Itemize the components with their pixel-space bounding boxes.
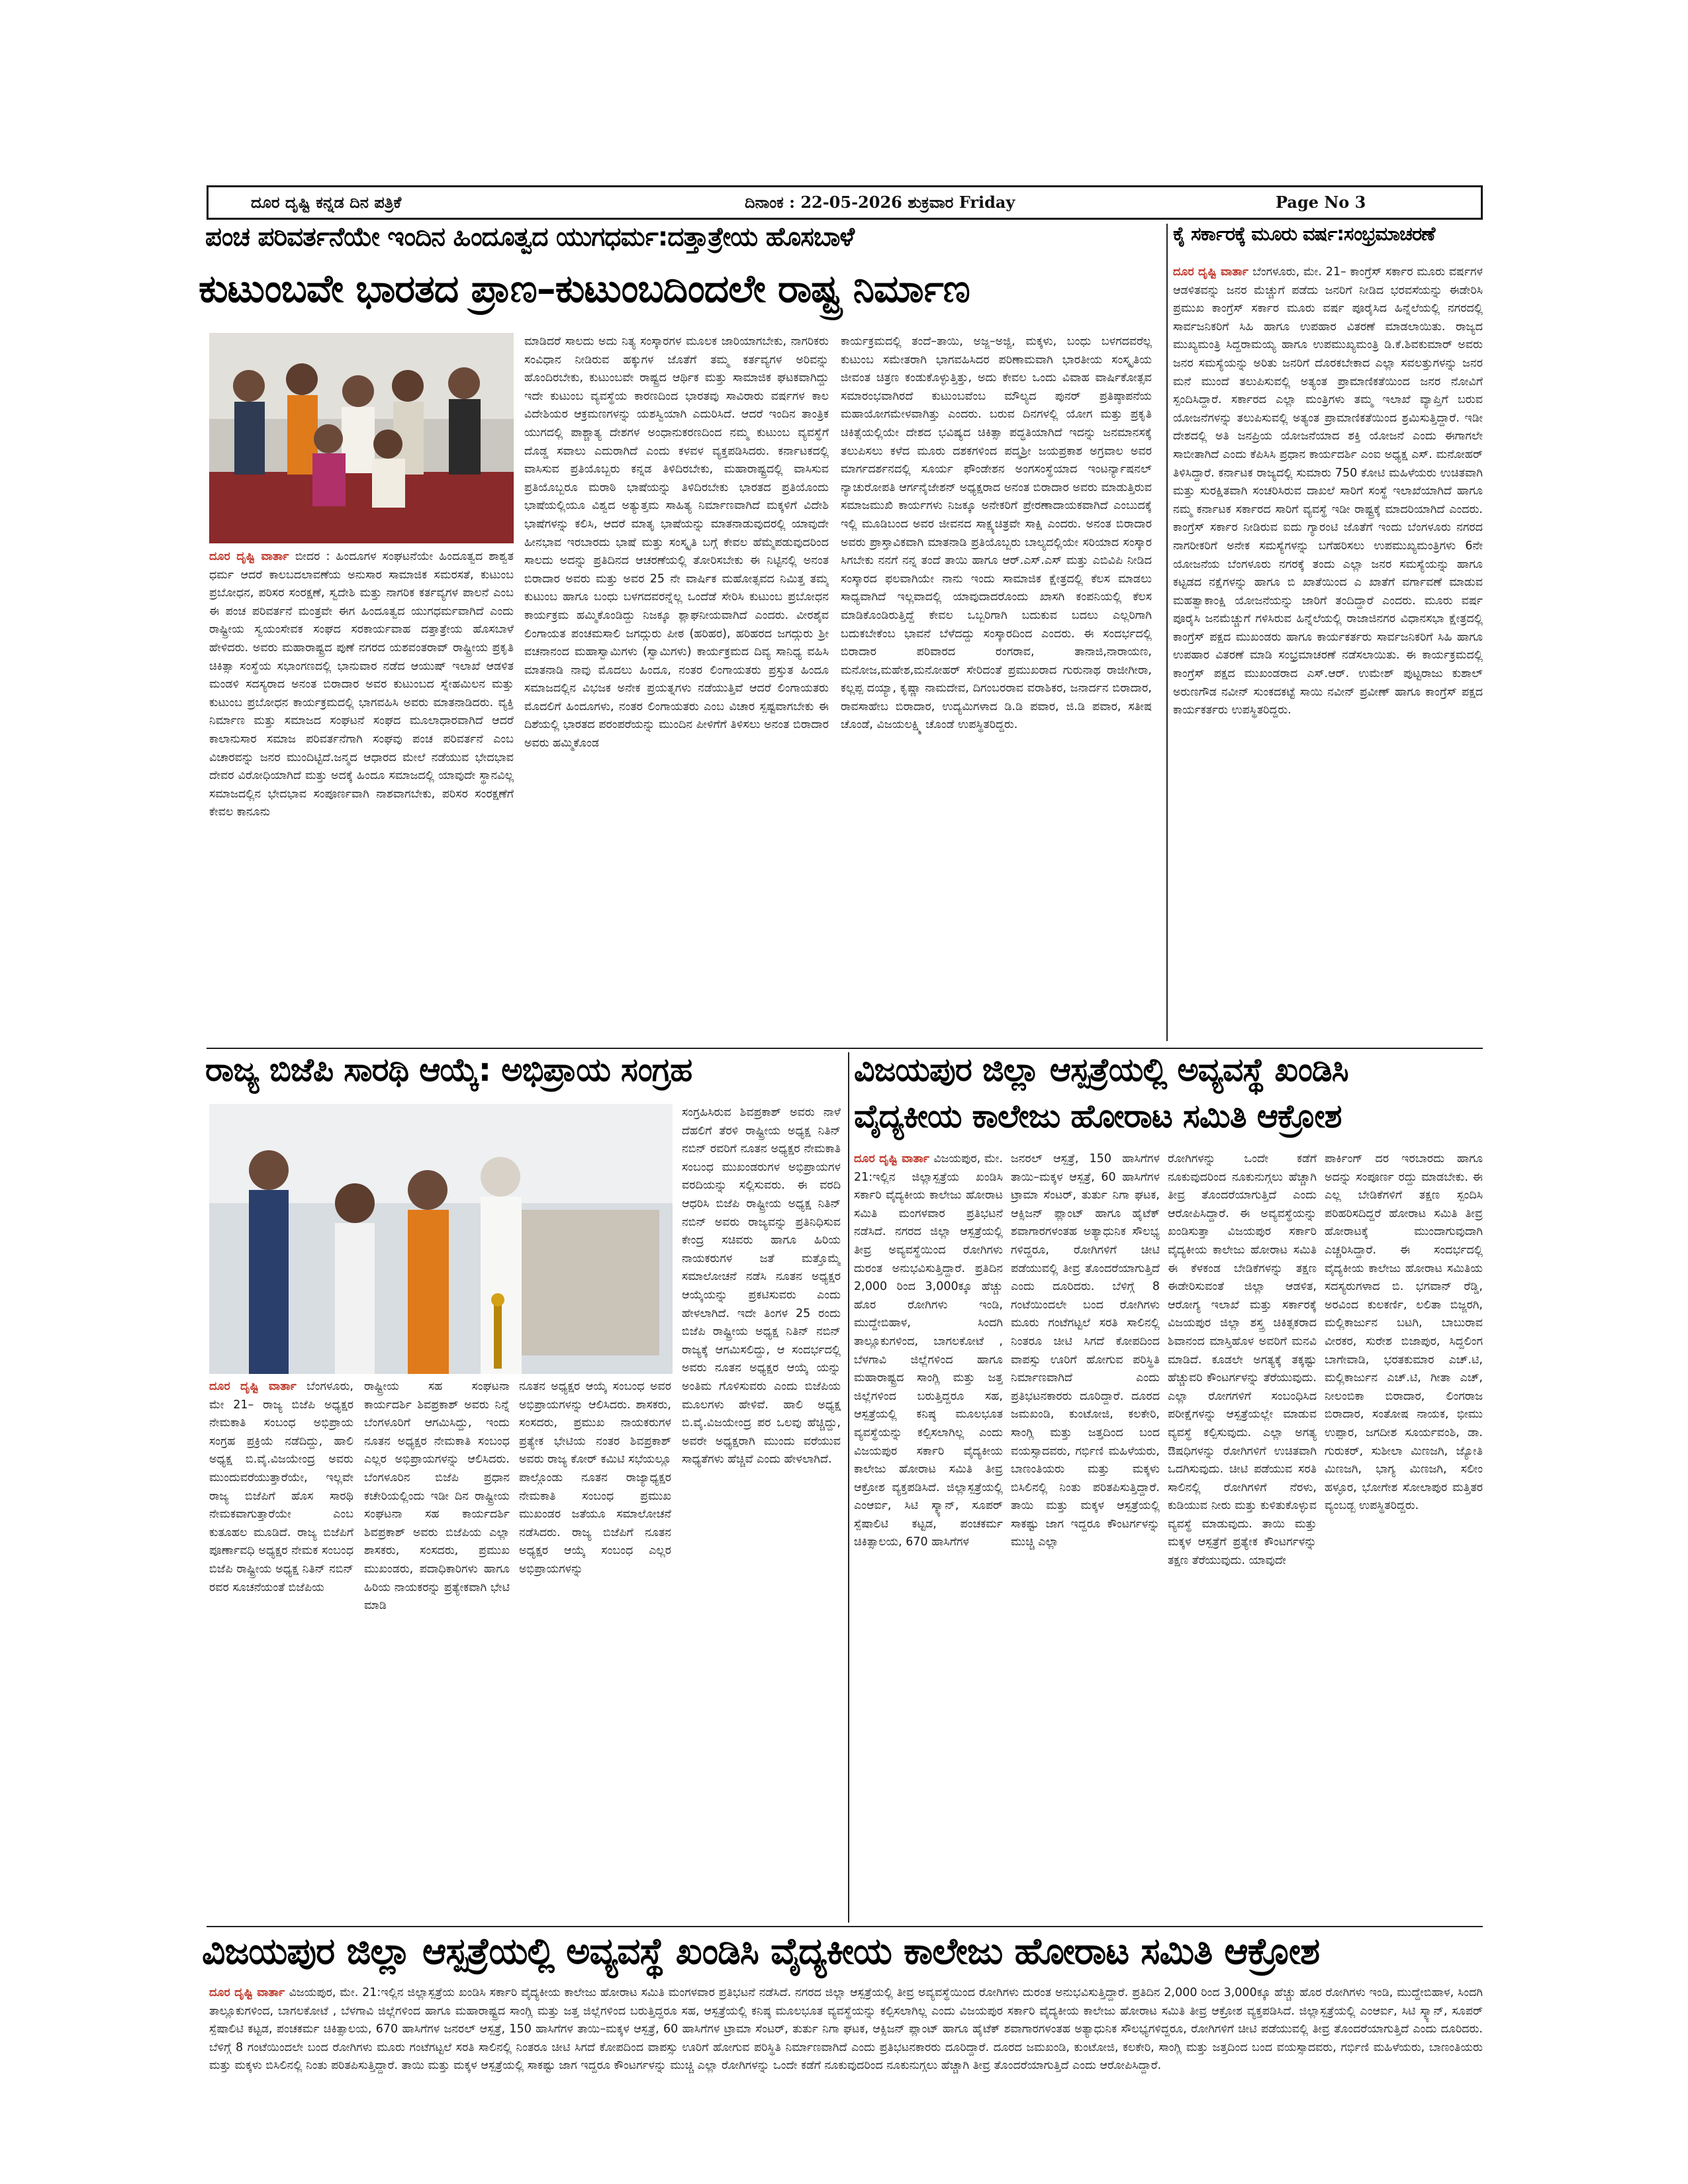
story3-text-4: ಸಂಗ್ರಹಿಸಿರುವ ಶಿವಪ್ರಕಾಶ್ ಅವರು ನಾಳೆ ದೆಹಲಿಗೆ ತೆರಳಿ ರಾಷ್ಟ್ರೀಯ ಅಧ್ಯಕ್ಷ ನಿತಿನ್ ನಬಿನ್ ರವರಿಗೆ ನೂತನ ಅಧ್ಯಕ್ಷರ ನೇಮಕಾತಿ ಸಂಬಂಧ ಮುಖಂಡರುಗಳ ಅಭಿಪ್ರಾಯಗಳ ವರದಿಯನ್ನು ಸಲ್ಲಿಸುವರು. ಈ ವರದಿ ಆಧರಿಸಿ ಬಿಜೆಪಿ ರಾಷ್ಟ್ರೀಯ ಅಧ್ಯಕ್ಷ ನಿತಿನ್ ನಬಿನ್ ಅವರು ರಾಜ್ಯವನ್ನು ಪ್ರತಿನಿಧಿಸುವ ಕೇಂದ್ರ ಸಚಿವರು ಹಾಗೂ ಹಿರಿಯ ನಾಯಕರುಗಳ ಜತೆ ಮತ್ತೊಮ್ಮೆ ಸಮಾಲೋಚನೆ ನಡೆಸಿ ನೂತನ ಅಧ್ಯಕ್ಷರ ಆಯ್ಕೆಯನ್ನು ಪ್ರಕಟಿಸುವರು ಎಂದು ಹೇಳಲಾಗಿದೆ. ಇದೇ ತಿಂಗಳ 25 ರಂದು ಬಿಜೆಪಿ ರಾಷ್ಟ್ರೀಯ ಅಧ್ಯಕ್ಷ ನಿತಿನ್ ನಬಿನ್ ರಾಜ್ಯಕ್ಕೆ ಆಗಮಿಸಲಿದ್ದು, ಆ ಸಂದರ್ಭದಲ್ಲಿ ಅವರು ನೂತನ ಅಧ್ಯಕ್ಷರ ಆಯ್ಕೆ ಯನ್ನು ಅಂತಿಮ ಗೊಳಿಸುವರು ಎಂದು ಬಿಜೆಪಿಯ ಮೂಲಗಳು ಹೇಳಿವೆ. ಹಾಲಿ ಅಧ್ಯಕ್ಷ ಬಿ.ವೈ.ವಿಜಯೇಂದ್ರ ಪರ ಒಲವು ಹೆಚ್ಚಿದ್ದು, ಅವರೇ ಅಧ್ಯಕ್ಷರಾಗಿ ಮುಂದು ವರೆಯುವ ಸಾಧ್ಯತೆಗಳು ಹೆಚ್ಚಿವೆ ಎಂದು ಹೇಳಲಾಗಿದೆ.: [682, 1106, 841, 1467]
story4-column-3: [1168, 1150, 1317, 1921]
story1-headline: ಪಂಚ ಪರಿವರ್ತನೆಯೇ ಇಂದಿನ ಹಿಂದೂತ್ವದ ಯುಗಧರ್ಮ:ದತ್ತಾತ್ರೇಯ ಹೊಸಬಾಳೆ: [205, 224, 855, 252]
story4-subheadline: ವೈದ್ಯಕೀಯ ಕಾಲೇಜು ಹೋರಾಟ ಸಮಿತಿ ಆಕ್ರೋಶ: [854, 1099, 1342, 1135]
page-header: [207, 185, 1483, 220]
story5-text: ವಿಜಯಪುರ, ಮೇ. 21:ಇಲ್ಲಿನ ಜಿಲ್ಲಾಸ್ಪತ್ರೆಯ ಖಂಡಿಸಿ ಸರ್ಕಾರಿ ವೈದ್ಯಕೀಯ ಕಾಲೇಜು ಹೋರಾಟ ಸಮಿತಿ ಮಂಗಳವಾರ ಪ್ರತಿಭಟನೆ ನಡೆಸಿದೆ. ನಗರದ ಜಿಲ್ಲಾ ಆಸ್ಪತ್ರೆಯಲ್ಲಿ ತೀವ್ರ ಅವ್ಯವಸ್ಥೆಯಿಂದ ರೋಗಿಗಳು ದುರಂತ ಅನುಭವಿಸುತ್ತಿದ್ದಾರೆ. ಪ್ರತಿದಿನ 2,000 ರಿಂದ 3,000ಕ್ಕೂ ಹೆಚ್ಚು ಹೊರ ರೋಗಿಗಳು ಇಂಡಿ, ಮುದ್ದೇಬಿಹಾಳ, ಸಿಂದಗಿ ತಾಲ್ಲೂಕುಗಳಿಂದ, ಬಾಗಲಕೋಟೆ , ಬೆಳಗಾವಿ ಜಿಲ್ಲೆಗಳಿಂದ ಹಾಗೂ ಮಹಾರಾಷ್ಟ್ರದ ಸಾಂಗ್ಲಿ ಮತ್ತು ಜತ್ತ ಜಿಲ್ಲೆಗಳಿಂದ ಬರುತ್ತಿದ್ದರೂ ಸಹ, ಆಸ್ಪತ್ರೆಯಲ್ಲಿ ಕನಿಷ್ಠ ಮೂಲಭೂತ ವ್ಯವಸ್ಥೆಯನ್ನು ಕಲ್ಪಿಸಲಾಗಿಲ್ಲ ಎಂದು ವಿಜಯಪುರ ಸರ್ಕಾರಿ ವೈದ್ಯಕೀಯ ಕಾಲೇಜು ಹೋರಾಟ ಸಮಿತಿ ತೀವ್ರ ಆಕ್ರೋಶ ವ್ಯಕ್ತಪಡಿಸಿದೆ. ಜಿಲ್ಲಾಸ್ಪತ್ರೆಯಲ್ಲಿ ಎಂಆರ್ಐ, ಸಿಟಿ ಸ್ಕ್ಯಾನ್, ಸೂಪರ್ ಸ್ಪೆಷಾಲಿಟಿ ಕಟ್ಟಡ, ಪಂಚಕರ್ಮ ಚಿಕಿತ್ಸಾಲಯ, 670 ಹಾಸಿಗೆಗಳ ಜನರಲ್ ಆಸ್ಪತ್ರೆ, 150 ಹಾಸಿಗೆಗಳ ತಾಯಿ–ಮಕ್ಕಳ ಆಸ್ಪತ್ರೆ, 60 ಹಾಸಿಗೆಗಳ ಟ್ರಾಮಾ ಸೆಂಟರ್, ತುರ್ತು ನಿಗಾ ಘಟಕ, ಆಕ್ಸಿಜನ್ ಪ್ಲಾಂಟ್ ಹಾಗೂ ಹೈಟೆಕ್ ಶವಾಗಾರಗಳಂತಹ ಅತ್ಯಾಧುನಿಕ ಸೌಲಭ್ಯಗಳಿದ್ದರೂ, ರೋಗಿಗಳಿಗೆ ಚೀಟಿ ಪಡೆಯುವಲ್ಲಿ ತೀವ್ರ ತೊಂದರೆಯಾಗುತ್ತಿದೆ ಎಂದು ದೂರಿದರು. ಬೆಳಿಗ್ಗೆ 8 ಗಂಟೆಯಿಂದಲೇ ಬಂದ ರೋಗಿಗಳು ಮೂರು ಗಂಟೆಗಟ್ಟಲೆ ಸರತಿ ಸಾಲಿನಲ್ಲಿ ನಿಂತರೂ ಚೀಟಿ ಸಿಗದೆ ಕೋಪದಿಂದ ವಾಪಸ್ಸು ಊರಿಗೆ ಹೋಗುವ ಪರಿಸ್ಥಿತಿ ನಿರ್ಮಾಣವಾಗಿದೆ ಎಂದು ಪ್ರತಿಭಟನಕಾರರು ದೂರಿದ್ದಾರೆ. ದೂರದ ಜಮಖಂಡಿ, ಕುಂಟೋಜಿ, ಕಲಕೇರಿ, ಸಾಂಗ್ಲಿ ಮತ್ತು ಜತ್ತದಿಂದ ಬಂದ ವಯಸ್ಸಾದವರು, ಗರ್ಭಿಣಿ ಮಹಿಳೆಯರು, ಬಾಣಂತಿಯರು ಮತ್ತು ಮಕ್ಕಳು ಬಿಸಿಲಿನಲ್ಲಿ ನಿಂತು ಪರಿತಪಿಸುತ್ತಿದ್ದಾರೆ. ತಾಯಿ ಮತ್ತು ಮಕ್ಕಳ ಆಸ್ಪತ್ರೆಯಲ್ಲಿ ಸಾಕಷ್ಟು ಜಾಗ ಇದ್ದರೂ ಕೌಂಟರ್ಗಳನ್ನು ಮುಚ್ಚಿ ಎಲ್ಲಾ ರೋಗಿಗಳನ್ನು ಒಂದೇ ಕಡೆಗೆ ನೂಕುವುದರಿಂದ ನೂಕುನುಗ್ಗಲು ಹೆಚ್ಚಾಗಿ ತೀವ್ರ ತೊಂದರೆಯಾಗುತ್ತಿದೆ ಎಂದು ಆರೋಪಿಸಿದ್ದಾರೆ.: [209, 1986, 1483, 2073]
story2-column-1: [1173, 263, 1483, 1040]
story5-headline: ವಿಜಯಪುರ ಜಿಲ್ಲಾ ಆಸ್ಪತ್ರೆಯಲ್ಲಿ ಅವ್ಯವಸ್ಥೆ ಖಂಡಿಸಿ ವೈದ್ಯಕೀಯ ಕಾಲೇಜು ಹೋರಾಟ ಸಮಿತಿ ಆಕ್ರೋಶ: [202, 1931, 1320, 1972]
story4-dateline: ದೂರ ದೃಷ್ಟಿ ವಾರ್ತಾ: [854, 1152, 934, 1165]
issue-date: ದಿನಾಂಕ : 22-05-2026 ಶುಕ್ರವಾರ Friday: [745, 193, 1015, 212]
story2-dateline: ದೂರ ದೃಷ್ಟಿ ವಾರ್ತಾ: [1173, 265, 1253, 279]
section-divider: [207, 1048, 1483, 1049]
story1-text-1: ಬೀದರ : ಹಿಂದೂಗಳ ಸಂಘಟನೆಯೇ ಹಿಂದೂತ್ವದ ಶಾಶ್ವತ ಧರ್ಮ ಆದರೆ ಕಾಲಬದಲಾವಣೆಯ ಅನುಸಾರ ಸಾಮಾಜಿಕ ಸಮರಸತೆ, ಕುಟುಂಬ ಪ್ರಬೋಧನ, ಪರಿಸರ ಸಂರಕ್ಷಣೆ, ಸ್ವದೇಶಿ ಮತ್ತು ನಾಗರಿಕ ಕರ್ತವ್ಯಗಳ ಪಾಲನೆ ಎಂಬ ಈ ಪಂಚ ಪರಿವರ್ತನೆ ಮಂತ್ರವೇ ಈಗ ಹಿಂದೂತ್ವದ ಯುಗಧರ್ಮವಾಗಿದೆ ಎಂದು ರಾಷ್ಟ್ರೀಯ ಸ್ವಯಂಸೇವಕ ಸಂಘದ ಸರಕಾರ್ಯವಾಹ ದತ್ತಾತ್ರೇಯ ಹೊಸಬಾಳೆ ಹೇಳಿದರು. ಅವರು ಮಹಾರಾಷ್ಟ್ರದ ಪುಣೆ ನಗರದ ಯಶವಂತರಾವ್ ರಾಷ್ಟ್ರೀಯ ಪ್ರಕೃತಿ ಚಿಕಿತ್ಸಾ ಸಂಸ್ಥೆಯ ಸಭಾಂಗಣದಲ್ಲಿ ಭಾನುವಾರ ನಡೆದ ಆಯುಷ್ ಇಲಾಖೆ ಆಡಳಿತ ಮಂಡಳಿ ಸದಸ್ಯರಾದ ಅನಂತ ಬಿರಾದಾರ ಅವರ ಕುಟುಂಬದ ಸ್ನೇಹಮಿಲನ ಮತ್ತು ಕುಟುಂಬ ಪ್ರಬೋಧನ ಕಾರ್ಯಕ್ರಮದಲ್ಲಿ ಭಾಗವಹಿಸಿ ಅವರು ಮಾತನಾಡಿದರು. ವ್ಯಕ್ತಿ ನಿರ್ಮಾಣ ಮತ್ತು ಸಮಾಜದ ಸಂಘಟನೆ ಸಂಘದ ಮೂಲಾಧಾರವಾಗಿದೆ ಆದರೆ ಕಾಲಾನುಸಾರ ಸಮಾಜ ಪರಿವರ್ತನೆಗಾಗಿ ಸಂಘವು ಪಂಚ ಪರಿವರ್ತನೆ ಎಂಬ ವಿಚಾರವನ್ನು ಜನರ ಮುಂದಿಟ್ಟಿದೆ.ಜನ್ಮದ ಆಧಾರದ ಮೇಲೆ ನಡೆಯುವ ಭೇದಭಾವ ದೇವರ ವಿರೋಧಿಯಾಗಿದೆ ಮತ್ತು ಅದಕ್ಕೆ ಹಿಂದೂ ಸಮಾಜದಲ್ಲಿ ಯಾವುದೇ ಸ್ಥಾನವಿಲ್ಲ ಸಮಾಜದಲ್ಲಿನ ಭೇದಭಾವ ಸಂಪೂರ್ಣವಾಗಿ ನಾಶವಾಗಬೇಕು, ಪರಿಸರ ಸಂರಕ್ಷಣೆಗೆ ಕೇವಲ ಕಾನೂನು: [209, 550, 514, 819]
story3-column-4: [682, 1104, 841, 1921]
story3-column-2: [364, 1378, 510, 1921]
story4-column-1: [854, 1150, 1003, 1921]
section-divider: [207, 1926, 1483, 1927]
story3-text-3: ನೂತನ ಅಧ್ಯಕ್ಷರ ಆಯ್ಕೆ ಸಂಬಂಧ ಅವರ ಅಭಿಪ್ರಾಯಗಳನ್ನು ಆಲಿಸಿದರು. ಶಾಸಕರು, ಸಂಸದರು, ಪ್ರಮುಖ ನಾಯಕರುಗಳ ಪ್ರತ್ಯೇಕ ಭೇಟಿಯ ನಂತರ ಶಿವಪ್ರಕಾಶ್ ಅವರು ರಾಜ್ಯ ಕೋರ್ ಕಮಿಟಿ ಸಭೆಯಲ್ಲೂ ಪಾಲ್ಗೊಂಡು ನೂತನ ರಾಜ್ಯಾಧ್ಯಕ್ಷರ ನೇಮಕಾತಿ ಸಂಬಂಧ ಪ್ರಮುಖ ಮುಖಂಡರ ಜತೆಯೂ ಸಮಾಲೋಚನೆ ನಡೆಸಿದರು. ರಾಜ್ಯ ಬಿಜೆಪಿಗೆ ನೂತನ ಅಧ್ಯಕ್ಷರ ಆಯ್ಕೆ ಸಂಬಂಧ ಎಲ್ಲರ ಅಭಿಪ್ರಾಯಗಳನ್ನು: [519, 1380, 671, 1576]
paper-name: ದೂರ ದೃಷ್ಟಿ ಕನ್ನಡ ದಿನ ಪತ್ರಿಕೆ: [251, 193, 402, 212]
page-number: Page No 3: [1276, 193, 1366, 212]
story1-subheadline: ಕುಟುಂಬವೇ ಭಾರತದ ಪ್ರಾಣ–ಕುಟುಂಬದಿಂದಲೇ ರಾಷ್ಟ್ರ ನಿರ್ಮಾಣ: [199, 268, 970, 311]
story4-text-3: ರೋಗಿಗಳನ್ನು ಒಂದೇ ಕಡೆಗೆ ನೂಕುವುದರಿಂದ ನೂಕುನುಗ್ಗಲು ಹೆಚ್ಚಾಗಿ ತೀವ್ರ ತೊಂದರೆಯಾಗುತ್ತಿದೆ ಎಂದು ಆರೋಪಿಸಿದ್ದಾರೆ. ಈ ಅವ್ಯವಸ್ಥೆಯನ್ನು ಖಂಡಿಸುತ್ತಾ ವಿಜಯಪುರ ಸರ್ಕಾರಿ ವೈದ್ಯಕೀಯ ಕಾಲೇಜು ಹೋರಾಟ ಸಮಿತಿ ಈ ಕೆಳಕಂಡ ಬೇಡಿಕೆಗಳನ್ನು ತಕ್ಷಣ ಈಡೇರಿಸುವಂತೆ ಜಿಲ್ಲಾ ಆಡಳಿತ, ಆರೋಗ್ಯ ಇಲಾಖೆ ಮತ್ತು ಸರ್ಕಾರಕ್ಕೆ ವಿಜಯಪುರ ಜಿಲ್ಲಾ ಶಸ್ತ್ರ ಚಿಕಿತ್ಸಕರಾದ ಶಿವಾನಂದ ಮಾಸ್ತಿಹೊಳ ಅವರಿಗೆ ಮನವಿ ಮಾಡಿದೆ. ಕೂಡಲೇ ಅಗತ್ಯಕ್ಕೆ ತಕ್ಕಷ್ಟು ಹೆಚ್ಚುವರಿ ಕೌಂಟರ್ಗಳನ್ನು ತೆರೆಯುವುದು. ಎಲ್ಲಾ ರೋಗಗಳಿಗೆ ಸಂಬಂಧಿಸಿದ ಪರೀಕ್ಷೆಗಳನ್ನು ಆಸ್ಪತ್ರೆಯಲ್ಲೇ ಮಾಡುವ ವ್ಯವಸ್ಥೆ ಕಲ್ಪಿಸುವುದು. ಎಲ್ಲಾ ಅಗತ್ಯ ಔಷಧಿಗಳನ್ನು ರೋಗಿಗಳಿಗೆ ಉಚಿತವಾಗಿ ಒದಗಿಸುವುದು. ಚೀಟಿ ಪಡೆಯುವ ಸರತಿ ಸಾಲಿನಲ್ಲಿ ರೋಗಿಗಳಿಗೆ ನೆರಳು, ಕುಡಿಯುವ ನೀರು ಮತ್ತು ಕುಳಿತುಕೊಳ್ಳುವ ವ್ಯವಸ್ಥೆ ಮಾಡುವುದು. ತಾಯಿ ಮತ್ತು ಮಕ್ಕಳ ಆಸ್ಪತ್ರೆಗೆ ಪ್ರತ್ಯೇಕ ಕೌಂಟರ್ಗಳನ್ನು ತಕ್ಷಣ ತೆರೆಯುವುದು. ಯಾವುದೇ: [1168, 1152, 1317, 1568]
column-divider: [848, 1052, 849, 1923]
story1-column-3: [841, 333, 1152, 1040]
story5-body: [209, 1984, 1483, 2169]
story4-column-2: [1011, 1150, 1160, 1921]
story5-dateline: ದೂರ ದೃಷ್ಟಿ ವಾರ್ತಾ: [209, 1986, 289, 1999]
story1-photo: [209, 333, 514, 543]
story3-photo: [209, 1104, 673, 1374]
story1-text-3: ಕಾರ್ಯಕ್ರಮದಲ್ಲಿ ತಂದೆ–ತಾಯಿ, ಅಜ್ಜ–ಅಜ್ಜಿ, ಮಕ್ಕಳು, ಬಂಧು ಬಳಗದವರೆಲ್ಲ ಕುಟುಂಬ ಸಮೇತರಾಗಿ ಭಾಗವಹಿಸಿದರ ಪರಿಣಾಮವಾಗಿ ಭಾರತೀಯ ಸಂಸ್ಕೃತಿಯ ಜೀವಂತ ಚಿತ್ರಣ ಕಂಡುಕೊಳ್ಳುತ್ತಿತ್ತು, ಅದು ಕೇವಲ ಒಂದು ವಿವಾಹ ವಾರ್ಷಿಕೋತ್ಸವ ಸಮಾರಂಭವಾಗಿರದೆ ಕುಟುಂಬವೆಂಬ ಮೌಲ್ಯದ ಪುನರ್ ಪ್ರತಿಷ್ಠಾಪನೆಯ ಮಹಾಯೋಗಮೇಳವಾಗಿತ್ತು ಎಂದರು. ಬರುವ ದಿನಗಳಲ್ಲಿ ಯೋಗ ಮತ್ತು ಪ್ರಕೃತಿ ಚಿಕಿತ್ಸೆಯಲ್ಲಿಯೇ ದೇಶದ ಭವಿಷ್ಯದ ಚಿಕಿತ್ಸಾ ಪದ್ಧತಿಯಾಗಿದೆ ಇದನ್ನು ಜನಮಾನಸಕ್ಕೆ ತಲುಪಿಸಲು ಕಳೆದ ಮೂರು ದಶಕಗಳಿಂದ ಪದ್ಮಶ್ರೀ ಜಯಪ್ರಕಾಶ ಅಗ್ರವಾಲ ಅವರ ಮಾರ್ಗದರ್ಶನದಲ್ಲಿ ಸೂರ್ಯ ಫೌಂಡೇಶನ ಅಂಗಸಂಸ್ಥೆಯಾದ ಇಂಟರ್ನ್ಯಾಷನಲ್ ನ್ಯಾಚುರೋಪತಿ ಆರ್ಗನೈಜೇಶನ್ ಅಧ್ಯಕ್ಷರಾದ ಅನಂತ ಬಿರಾದಾರ ಅವರು ಮಾಡುತ್ತಿರುವ ಸಮಾಜಮುಖಿ ಕಾರ್ಯಗಳು ನಿಜಕ್ಕೂ ಅನೇಕರಿಗೆ ಪ್ರೇರಣಾದಾಯಕವಾಗಿದೆ ಎಂಬುದಕ್ಕೆ ಇಲ್ಲಿ ಮೂಡಿಬಂದ ಅವರ ಜೀವನದ ಸಾಕ್ಷ್ಯಚಿತ್ರವೇ ಸಾಕ್ಷಿ ಎಂದರು. ಅನಂತ ಬಿರಾದಾರ ಅವರು ಪ್ರಾಸ್ತಾವಿಕವಾಗಿ ಮಾತನಾಡಿ ಪ್ರತಿಯೊಬ್ಬರು ಬಾಲ್ಯದಲ್ಲಿಯೇ ಸರಿಯಾದ ಸಂಸ್ಕಾರ ಸಿಗಬೇಕು ನನಗೆ ನನ್ನ ತಂದೆ ತಾಯಿ ಹಾಗೂ ಆರ್.ಎಸ್.ಎಸ್ ಮತ್ತು ಎಬಿವಿಪಿ ನೀಡಿದ ಸಂಸ್ಕಾರದ ಫಲವಾಗಿಯೇ ನಾನು ಇಂದು ಸಾಮಾಜಿಕ ಕ್ಷೇತ್ರದಲ್ಲಿ ಕೆಲಸ ಮಾಡಲು ಸಾಧ್ಯವಾಗಿದೆ ಇಲ್ಲವಾದಲ್ಲಿ ಯಾವುದಾದರೊಂದು ಖಾಸಗಿ ಕಂಪನಿಯಲ್ಲಿ ಕೆಲಸ ಮಾಡಿಕೊಂಡಿರುತ್ತಿದ್ದೆ ಕೇವಲ ಒಬ್ಬರಿಗಾಗಿ ಬದುಕುವ ಬದಲು ಎಲ್ಲರಿಗಾಗಿ ಬದುಕಬೇಕೆಂಬ ಭಾವನೆ ಬೆಳೆದದ್ದು ಸಂಸ್ಕಾರದಿಂದ ಎಂದರು. ಈ ಸಂದರ್ಭದಲ್ಲಿ ಬಿರಾದಾರ ಪರಿವಾರದ ರಂಗರಾವ, ತಾನಾಜಿ,ನಾರಾಯಣ, ಮನೋಜ,ಮಹೇಶ,ಮನೋಹರ್ ಸೇರಿದಂತೆ ಪ್ರಮುಖರಾದ ಗುರುನಾಥ ರಾಜೀಗೀರಾ, ಕಲ್ಲಪ್ಪ ದಯ್ಯಾ, ಕೃಷ್ಣಾ ನಾಮದೇವ, ದಿಗಂಬರರಾವ ವರಾಶಿಕರ, ಜನಾರ್ದನ ಬಿರಾದಾರ, ರಾವಸಾಹೇಬ ಬಿರಾದಾರ, ಉದ್ಯಮಿಗಳಾದ ಡಿ.ಡಿ ಪವಾರ, ಜಿ.ಡಿ ಪವಾರ, ಸತೀಷ ಚೊಂಡೆ, ವಿಜಯಲಕ್ಷ್ಮಿ ಚೊಂಡೆ ಉಪಸ್ಥಿತರಿದ್ದರು.: [841, 335, 1152, 732]
story3-text-2: ರಾಷ್ಟ್ರೀಯ ಸಹ ಸಂಘಟನಾ ಕಾರ್ಯದರ್ಶಿ ಶಿವಪ್ರಕಾಶ್ ಅವರು ನಿನ್ನೆ ಬೆಂಗಳೂರಿಗೆ ಆಗಮಿಸಿದ್ದು, ಇಂದು ನೂತನ ಅಧ್ಯಕ್ಷರ ನೇಮಕಾತಿ ಸಂಬಂಧ ಎಲ್ಲರ ಅಭಿಪ್ರಾಯಗಳನ್ನು ಆಲಿಸಿದರು. ಬೆಂಗಳೂರಿನ ಬಿಜೆಪಿ ಪ್ರಧಾನ ಕಚೇರಿಯಲ್ಲಿಂದು ಇಡೀ ದಿನ ರಾಷ್ಟ್ರೀಯ ಸಂಘಟನಾ ಸಹ ಕಾರ್ಯದರ್ಶಿ ಶಿವಪ್ರಕಾಶ್ ಅವರು ಬಿಜೆಪಿಯ ಎಲ್ಲಾ ಶಾಸಕರು, ಸಂಸದರು, ಪ್ರಮುಖ ಮುಖಂಡರು, ಪದಾಧಿಕಾರಿಗಳು ಹಾಗೂ ಹಿರಿಯ ನಾಯಕರನ್ನು ಪ್ರತ್ಯೇಕವಾಗಿ ಭೇಟಿ ಮಾಡಿ: [364, 1380, 510, 1613]
story4-text-1: ವಿಜಯಪುರ, ಮೇ. 21:ಇಲ್ಲಿನ ಜಿಲ್ಲಾಸ್ಪತ್ರೆಯ ಖಂಡಿಸಿ ಸರ್ಕಾರಿ ವೈದ್ಯಕೀಯ ಕಾಲೇಜು ಹೋರಾಟ ಸಮಿತಿ ಮಂಗಳವಾರ ಪ್ರತಿಭಟನೆ ನಡೆಸಿದೆ. ನಗರದ ಜಿಲ್ಲಾ ಆಸ್ಪತ್ರೆಯಲ್ಲಿ ತೀವ್ರ ಅವ್ಯವಸ್ಥೆಯಿಂದ ರೋಗಿಗಳು ದುರಂತ ಅನುಭವಿಸುತ್ತಿದ್ದಾರೆ. ಪ್ರತಿದಿನ 2,000 ರಿಂದ 3,000ಕ್ಕೂ ಹೆಚ್ಚು ಹೊರ ರೋಗಿಗಳು ಇಂಡಿ, ಮುದ್ದೇಬಿಹಾಳ, ಸಿಂದಗಿ ತಾಲ್ಲೂಕುಗಳಿಂದ, ಬಾಗಲಕೋಟೆ , ಬೆಳಗಾವಿ ಜಿಲ್ಲೆಗಳಿಂದ ಹಾಗೂ ಮಹಾರಾಷ್ಟ್ರದ ಸಾಂಗ್ಲಿ ಮತ್ತು ಜತ್ತ ಜಿಲ್ಲೆಗಳಿಂದ ಬರುತ್ತಿದ್ದರೂ ಸಹ, ಆಸ್ಪತ್ರೆಯಲ್ಲಿ ಕನಿಷ್ಠ ಮೂಲಭೂತ ವ್ಯವಸ್ಥೆಯನ್ನು ಕಲ್ಪಿಸಲಾಗಿಲ್ಲ ಎಂದು ವಿಜಯಪುರ ಸರ್ಕಾರಿ ವೈದ್ಯಕೀಯ ಕಾಲೇಜು ಹೋರಾಟ ಸಮಿತಿ ತೀವ್ರ ಆಕ್ರೋಶ ವ್ಯಕ್ತಪಡಿಸಿದೆ. ಜಿಲ್ಲಾಸ್ಪತ್ರೆಯಲ್ಲಿ ಎಂಆರ್ಐ, ಸಿಟಿ ಸ್ಕ್ಯಾನ್, ಸೂಪರ್ ಸ್ಪೆಷಾಲಿಟಿ ಕಟ್ಟಡ, ಪಂಚಕರ್ಮ ಚಿಕಿತ್ಸಾಲಯ, 670 ಹಾಸಿಗೆಗಳ: [854, 1152, 1003, 1549]
story1-column-1: [209, 548, 514, 1040]
story1-dateline: ದೂರ ದೃಷ್ಟಿ ವಾರ್ತಾ: [209, 550, 296, 563]
story3-text-1: ಬೆಂಗಳೂರು, ಮೇ 21– ರಾಜ್ಯ ಬಿಜೆಪಿ ಅಧ್ಯಕ್ಷರ ನೇಮಕಾತಿ ಸಂಬಂಧ ಅಭಿಪ್ರಾಯ ಸಂಗ್ರಹ ಪ್ರಕ್ರಿಯೆ ನಡೆದಿದ್ದು, ಹಾಲಿ ಅಧ್ಯಕ್ಷ ಬಿ.ವೈ.ವಿಜಯೇಂದ್ರ ಅವರು ಮುಂದುವರೆಯುತ್ತಾರೆಯೇ, ಇಲ್ಲವೇ ರಾಜ್ಯ ಬಿಜೆಪಿಗೆ ಹೊಸ ಸಾರಥಿ ನೇಮಕವಾಗುತ್ತಾರೆಯೇ ಎಂಬ ಕುತೂಹಲ ಮೂಡಿದೆ. ರಾಜ್ಯ ಬಿಜೆಪಿಗೆ ಪೂರ್ಣಾವಧಿ ಅಧ್ಯಕ್ಷರ ನೇಮಕ ಸಂಬಂಧ ಬಿಜೆಪಿ ರಾಷ್ಟ್ರೀಯ ಅಧ್ಯಕ್ಷ ನಿತಿನ್ ನಬಿನ್ ರವರ ಸೂಚನೆಯಂತೆ ಬಿಜೆಪಿಯ: [209, 1380, 353, 1594]
column-divider: [1166, 224, 1168, 1041]
story3-column-1: [209, 1378, 353, 1921]
story3-dateline: ದೂರ ದೃಷ್ಟಿ ವಾರ್ತಾ: [209, 1380, 307, 1393]
story4-text-2: ಜನರಲ್ ಆಸ್ಪತ್ರೆ, 150 ಹಾಸಿಗೆಗಳ ತಾಯಿ–ಮಕ್ಕಳ ಆಸ್ಪತ್ರೆ, 60 ಹಾಸಿಗೆಗಳ ಟ್ರಾಮಾ ಸೆಂಟರ್, ತುರ್ತು ನಿಗಾ ಘಟಕ, ಆಕ್ಸಿಜನ್ ಪ್ಲಾಂಟ್ ಹಾಗೂ ಹೈಟೆಕ್ ಶವಾಗಾರಗಳಂತಹ ಅತ್ಯಾಧುನಿಕ ಸೌಲಭ್ಯ ಗಳಿದ್ದರೂ, ರೋಗಿಗಳಿಗೆ ಚೀಟಿ ಪಡೆಯುವಲ್ಲಿ ತೀವ್ರ ತೊಂದರೆಯಾಗುತ್ತಿದೆ ಎಂದು ದೂರಿದರು. ಬೆಳಿಗ್ಗೆ 8 ಗಂಟೆಯಿಂದಲೇ ಬಂದ ರೋಗಿಗಳು ಮೂರು ಗಂಟೆಗಟ್ಟಲೆ ಸರತಿ ಸಾಲಿನಲ್ಲಿ ನಿಂತರೂ ಚೀಟಿ ಸಿಗದೆ ಕೋಪದಿಂದ ವಾಪಸ್ಸು ಊರಿಗೆ ಹೋಗುವ ಪರಿಸ್ಥಿತಿ ನಿರ್ಮಾಣವಾಗಿದೆ ಎಂದು ಪ್ರತಿಭಟನಕಾರರು ದೂರಿದ್ದಾರೆ. ದೂರದ ಜಮಖಂಡಿ, ಕುಂಟೋಜಿ, ಕಲಕೇರಿ, ಸಾಂಗ್ಲಿ ಮತ್ತು ಜತ್ತದಿಂದ ಬಂದ ವಯಸ್ಸಾದವರು, ಗರ್ಭಿಣಿ ಮಹಿಳೆಯರು, ಬಾಣಂತಿಯರು ಮತ್ತು ಮಕ್ಕಳು ಬಿಸಿಲಿನಲ್ಲಿ ನಿಂತು ಪರಿತಪಿಸುತ್ತಿದ್ದಾರೆ. ತಾಯಿ ಮತ್ತು ಮಕ್ಕಳ ಆಸ್ಪತ್ರೆಯಲ್ಲಿ ಸಾಕಷ್ಟು ಜಾಗ ಇದ್ದರೂ ಕೌಂಟರ್ಗಳನ್ನು ಮುಚ್ಚಿ ಎಲ್ಲಾ: [1011, 1152, 1160, 1549]
story2-headline: ಕೈ ಸರ್ಕಾರಕ್ಕೆ ಮೂರು ವರ್ಷ:ಸಂಭ್ರಮಾಚರಣೆ: [1173, 224, 1435, 245]
story1-text-2: ಮಾಡಿದರೆ ಸಾಲದು ಅದು ನಿತ್ಯ ಸಂಸ್ಕಾರಗಳ ಮೂಲಕ ಜಾರಿಯಾಗಬೇಕು, ನಾಗರಿಕರು ಸಂವಿಧಾನ ನೀಡಿರುವ ಹಕ್ಕುಗಳ ಜೊತೆಗೆ ತಮ್ಮ ಕರ್ತವ್ಯಗಳ ಅರಿವನ್ನು ಹೊಂದಿರಬೇಕು, ಕುಟುಂಬವೇ ರಾಷ್ಟ್ರದ ಆರ್ಥಿಕ ಮತ್ತು ಸಾಮಾಜಿಕ ಘಟಕವಾಗಿದ್ದು ಇದೇ ಕುಟುಂಬ ವ್ಯವಸ್ಥೆಯ ಕಾರಣದಿಂದ ಭಾರತವು ಸಾವಿರಾರು ವರ್ಷಗಳ ಕಾಲ ವಿದೇಶಿಯರ ಆಕ್ರಮಣಗಳನ್ನು ಯಶಸ್ವಿಯಾಗಿ ಎದುರಿಸಿದೆ. ಆದರೆ ಇಂದಿನ ತಾಂತ್ರಿಕ ಯುಗದಲ್ಲಿ ಪಾಶ್ಚಾತ್ಯ ದೇಶಗಳ ಅಂಧಾನುಕರಣದಿಂದ ನಮ್ಮ ಕುಟುಂಬ ವ್ಯವಸ್ಥೆಗೆ ದೊಡ್ಡ ಸವಾಲು ಎದುರಾಗಿದೆ ಎಂದು ಕಳವಳ ವ್ಯಕ್ತಪಡಿಸಿದರು. ಕರ್ನಾಟಕದಲ್ಲಿ ವಾಸಿಸುವ ಪ್ರತಿಯೊಬ್ಬರು ಕನ್ನಡ ತಿಳಿದಿರಬೇಕು, ಮಹಾರಾಷ್ಟ್ರದಲ್ಲಿ ವಾಸಿಸುವ ಪ್ರತಿಯೊಬ್ಬರೂ ಮರಾಠಿ ಭಾಷೆಯನ್ನು ತಿಳಿದಿರಬೇಕು ಭಾರತದ ಪ್ರತಿಯೊಂದು ಭಾಷೆಯಲ್ಲಿಯೂ ವಿಶ್ವದ ಅತ್ಯುತ್ತಮ ಸಾಹಿತ್ಯ ನಿರ್ಮಾಣವಾಗಿದೆ ಮಕ್ಕಳಿಗೆ ವಿದೇಶಿ ಭಾಷೆಗಳನ್ನು ಕಲಿಸಿ, ಆದರೆ ಮಾತೃ ಭಾಷೆಯನ್ನು ಮಾತನಾಡುವುದರಲ್ಲಿ ಯಾವುದೇ ಹೀನಭಾವ ಇರಬಾರದು ಭಾಷೆ ಮತ್ತು ಸಂಸ್ಕೃತಿ ಬಗ್ಗೆ ಕೇವಲ ಹೆಮ್ಮೆಪಡುವುದರಿಂದ ಸಾಲದು ಅದನ್ನು ಪ್ರತಿದಿನದ ಆಚರಣೆಯಲ್ಲಿ ತೋರಿಸಬೇಕು ಈ ನಿಟ್ಟಿನಲ್ಲಿ ಅನಂತ ಬಿರಾದಾರ ಅವರು ಮತ್ತು ಅವರ 25 ನೇ ವಾರ್ಷಿಕ ಮಹೋತ್ಸವದ ನಿಮಿತ್ತ ತಮ್ಮ ಕುಟುಂಬ ಹಾಗೂ ಬಂಧು ಬಳಗದವರನ್ನೆಲ್ಲ ಒಂದೆಡೆ ಸೇರಿಸಿ ಕುಟುಂಬ ಪ್ರಬೋಧನ ಕಾರ್ಯಕ್ರಮ ಹಮ್ಮಿಕೊಂಡಿದ್ದು ನಿಜಕ್ಕೂ ಶ್ಲಾಘನೀಯವಾಗಿದೆ ಎಂದರು. ವೀರಶೈವ ಲಿಂಗಾಯತ ಪಂಚಮಸಾಲಿ ಜಗದ್ಗುರು ಪೀಠ (ಹರಿಹರ), ಹರಿಹರದ ಜಗದ್ಗುರು ಶ್ರೀ ವಚನಾನಂದ ಮಹಾಸ್ವಾಮಿಗಳು (ಸ್ವಾಮಿಗಳು) ಕಾರ್ಯಕ್ರಮದ ದಿವ್ಯ ಸಾನಿಧ್ಯ ವಹಿಸಿ ಮಾತನಾಡಿ ನಾವು ಮೊದಲು ಹಿಂದೂ, ನಂತರ ಲಿಂಗಾಯತರು ಪ್ರಸ್ತುತ ಹಿಂದೂ ಸಮಾಜದಲ್ಲಿನ ವಿಭಜಕ ಅನೇಕ ಪ್ರಯತ್ನಗಳು ನಡೆಯುತ್ತಿವೆ ಆದರೆ ಲಿಂಗಾಯತರು ಮೊದಲಿಗೆ ಹಿಂದೂಗಳು, ನಂತರ ಲಿಂಗಾಯತರು ಎಂಬ ವಿಚಾರ ಸ್ಪಷ್ಟವಾಗಬೇಕು ಈ ದಿಶೆಯಲ್ಲಿ ಭಾರತದ ಪರಂಪರೆಯನ್ನು ಮುಂದಿನ ಪೀಳಿಗೆಗೆ ತಿಳಿಸಲು ಅನಂತ ಬಿರಾದಾರ ಅವರು ಹಮ್ಮಿಕೊಂಡ: [524, 335, 829, 751]
story4-text-4: ಪಾರ್ಕಿಂಗ್ ದರ ಇರಬಾರದು ಹಾಗೂ ಅದನ್ನು ಸಂಪೂರ್ಣ ರದ್ದು ಮಾಡಬೇಕು. ಈ ಎಲ್ಲ ಬೇಡಿಕೆಗಳಿಗೆ ತಕ್ಷಣ ಸ್ಪಂದಿಸಿ ಪರಿಹರಿಸದಿದ್ದರೆ ಹೋರಾಟ ಸಮಿತಿ ತೀವ್ರ ಹೋರಾಟಕ್ಕೆ ಮುಂದಾಗುವುದಾಗಿ ಎಚ್ಚರಿಸಿದ್ದಾರೆ. ಈ ಸಂದರ್ಭದಲ್ಲಿ ವೈದ್ಯಕೀಯ ಕಾಲೇಜು ಹೋರಾಟ ಸಮಿತಿಯ ಸದಸ್ಯರುಗಳಾದ ಬಿ. ಭಗವಾನ್ ರೆಡ್ಡಿ, ಅರವಿಂದ ಕುಲಕರ್ಣಿ, ಲಲಿತಾ ಬಿಜ್ಜರಗಿ, ಮಲ್ಲಿಕಾರ್ಜುನ ಬಟಗಿ, ಬಾಬುರಾವ ವೀರಕರ, ಸುರೇಶ ಬಿಜಾಪುರ, ಸಿದ್ದಲಿಂಗ ಬಾಗೇವಾಡಿ, ಭರತಕುಮಾರ ಎಚ್.ಟಿ, ಮಲ್ಲಿಕಾರ್ಜುನ ಎಚ್.ಟಿ, ಗೀತಾ ಎಚ್, ನೀಲಂಬಿಕಾ ಬಿರಾದಾರ, ಲಿಂಗರಾಜ ಬಿರಾದಾರ, ಸಂತೋಷ ನಾಯಕ, ಭೀಮು ಉಪ್ಪಾರ, ಜಗದೀಶ ಸೂರ್ಯವಂಶಿ, ಡಾ. ಗುರುಕರ್, ಸುಶೀಲಾ ಮಿಣಜಗಿ, ಜ್ಯೋತಿ ಮಿಣಜಗಿ, ಭಾಗ್ಯ ಮಿಣಜಗಿ, ಸಲೀಂ ಹಳ್ಳೂರ, ಭೋಗೇಶ ಸೋಲಾಪುರ ಮತ್ತಿತರ ವ್ಯಂಬಡ್ಬ ಉಪಸ್ಥಿತರಿದ್ದರು.: [1325, 1152, 1483, 1513]
story2-text-1: ಬೆಂಗಳೂರು, ಮೇ. 21– ಕಾಂಗ್ರೆಸ್ ಸರ್ಕಾರ ಮೂರು ವರ್ಷಗಳ ಆಡಳಿತವನ್ನು ಜನರ ಮೆಚ್ಚುಗೆ ಪಡೆದು ಜನರಿಗೆ ನೀಡಿದ ಭರವಸೆಯನ್ನು ಈಡೇರಿಸಿ ಪ್ರಮುಖ ಕಾಂಗ್ರೆಸ್ ಸರ್ಕಾರ ಮೂರು ವರ್ಷ ಪೂರೈಸಿದ ಹಿನ್ನೆಲೆಯಲ್ಲಿ ನಗರದಲ್ಲಿ ಸಾರ್ವಜನಿಕರಿಗೆ ಸಿಹಿ ಹಾಗೂ ಉಪಹಾರ ವಿತರಣೆ ಮಾಡಲಾಯಿತು. ರಾಜ್ಯದ ಮುಖ್ಯಮಂತ್ರಿ ಸಿದ್ದರಾಮಯ್ಯ ಹಾಗೂ ಉಪಮುಖ್ಯಮಂತ್ರಿ ಡಿ.ಕೆ.ಶಿವಕುಮಾರ್ ಅವರು ಜನರ ಸಮಸ್ಯೆಯನ್ನು ಅರಿತು ಜನರಿಗೆ ದೊರಕಬೇಕಾದ ಎಲ್ಲಾ ಸವಲತ್ತುಗಳನ್ನು ಜನರ ಮನೆ ಮುಂದೆ ತಲುಪಿಸುವಲ್ಲಿ ಅತ್ಯಂತ ಪ್ರಾಮಾಣಿಕತೆಯಿಂದ ಜನರ ನೋವಿಗೆ ಸ್ಪಂದಿಸಿದ್ದಾರೆ. ಸರ್ಕಾರದ ಎಲ್ಲಾ ಮಂತ್ರಿಗಳು ತಮ್ಮ ಇಲಾಖೆ ವ್ಯಾಪ್ತಿಗೆ ಬರುವ ಯೋಜನೆಗಳನ್ನು ತಲುಪಿಸುವಲ್ಲಿ ಅತ್ಯಂತ ಪ್ರಾಮಾಣಿಕತೆಯಿಂದ ಶ್ರಮಿಸುತ್ತಿದ್ದಾರೆ. ಇಡೀ ದೇಶದಲ್ಲಿ ಅತಿ ಜನಪ್ರಿಯ ಯೋಜನೆಯಾದ ಶಕ್ತಿ ಯೋಜನೆ ಎಂದು ಈಗಾಗಲೇ ಸಾಬೀತಾಗಿದೆ ಎಂದು ಕೆಪಿಸಿಸಿ ಪ್ರಧಾನ ಕಾರ್ಯದರ್ಶಿ ಎಂಐ ಅಧ್ಯಕ್ಷ ಎಸ್. ಮನೋಹರ್ ತಿಳಿಸಿದ್ದಾರೆ. ಕರ್ನಾಟಕ ರಾಜ್ಯದಲ್ಲಿ ಸುಮಾರು 750 ಕೋಟಿ ಮಹಿಳೆಯರು ಉಚಿತವಾಗಿ ಮತ್ತು ಸುರಕ್ಷಿತವಾಗಿ ಸಂಚರಿಸಿರುವ ದಾಖಲೆ ಸಾರಿಗೆ ಸಂಸ್ಥೆ ಇಲಾಖೆಯಾಗಿದೆ ಹಾಗೂ ನಮ್ಮ ಕರ್ನಾಟಕ ಸರ್ಕಾರದ ಸಾರಿಗೆ ವ್ಯವಸ್ಥೆ ಇಡೀ ರಾಷ್ಟ್ರಕ್ಕೆ ಮಾದರಿಯಾಗಿದೆ ಎಂದರು. ಕಾಂಗ್ರೆಸ್ ಸರ್ಕಾರ ನೀಡಿರುವ ಐದು ಗ್ಯಾರಂಟಿ ಜೊತೆಗೆ ಇಂದು ಬೆಂಗಳೂರು ನಗರದ ನಾಗರೀಕರಿಗೆ ಅನೇಕ ಸಮಸ್ಯೆಗಳನ್ನು ಬಗೆಹರಿಸಲು ಉಪಮುಖ್ಯಮಂತ್ರಿಗಳು 6ನೇ ಯೋಜನೆಯ ಬೆಂಗಳೂರು ನಗರಕ್ಕೆ ತಂದು ಎಲ್ಲಾ ಜನರ ಸಮಸ್ಯೆಯನ್ನು ಹಾಗೂ ಕಟ್ಟಡದ ನಕ್ಷೆಗಳನ್ನು ಹಾಗೂ ಬಿ ಖಾತೆಯಿಂದ ಎ ಖಾತೆಗೆ ವರ್ಗಾವಣೆ ಮಾಡುವ ಮಹತ್ವಾಕಾಂಕ್ಷಿ ಯೋಜನೆಯನ್ನು ಜಾರಿಗೆ ತಂದಿದ್ದಾರೆ ಎಂದರು. ಮೂರು ವರ್ಷ ಪೂರೈಸಿ ಜನಮೆಚ್ಚುಗೆ ಗಳಿಸಿರುವ ಹಿನ್ನೆಲೆಯಲ್ಲಿ ರಾಜಾಜಿನಗರ ವಿಧಾನಸಭಾ ಕ್ಷೇತ್ರದಲ್ಲಿ ಕಾಂಗ್ರೆಸ್ ಪಕ್ಷದ ಮುಖಂಡರು ಹಾಗೂ ಕಾರ್ಯಕರ್ತರು ಸಾರ್ವಜನಿಕರಿಗೆ ಸಿಹಿ ಹಾಗೂ ಉಪಹಾರ ವಿತರಣೆ ಮಾಡಿ ಸಂಭ್ರಮಾಚರಣೆ ನಡೆಸಲಾಯಿತು. ಈ ಕಾರ್ಯಕ್ರಮದಲ್ಲಿ ಕಾಂಗ್ರೆಸ್ ಪಕ್ಷದ ಮುಖಂಡರಾದ ಎಸ್.ಆರ್. ಉಮೇಶ್ ಪುಟ್ಟರಾಜು ಕುಶಾಲ್ ಅರುಣಗೌಡ ನವೀನ್ ಸುಂಕದಕಟ್ಟೆ ಸಾಯಿ ನವೀನ್ ಪ್ರವೀಣ್ ಹಾಗೂ ಕಾಂಗ್ರೆಸ್ ಪಕ್ಷದ ಕಾರ್ಯಕರ್ತರು ಉಪಸ್ಥಿತರಿದ್ದರು.: [1173, 265, 1483, 717]
story1-column-2: [524, 333, 829, 1040]
story4-headline: ವಿಜಯಪುರ ಜಿಲ್ಲಾ ಆಸ್ಪತ್ರೆಯಲ್ಲಿ ಅವ್ಯವಸ್ಥೆ ಖಂಡಿಸಿ: [854, 1052, 1348, 1089]
story3-column-3: [519, 1378, 671, 1921]
story4-column-4: [1325, 1150, 1483, 1921]
story3-headline: ರಾಜ್ಯ ಬಿಜೆಪಿ ಸಾರಥಿ ಆಯ್ಕೆ: ಅಭಿಪ್ರಾಯ ಸಂಗ್ರಹ: [205, 1052, 692, 1089]
